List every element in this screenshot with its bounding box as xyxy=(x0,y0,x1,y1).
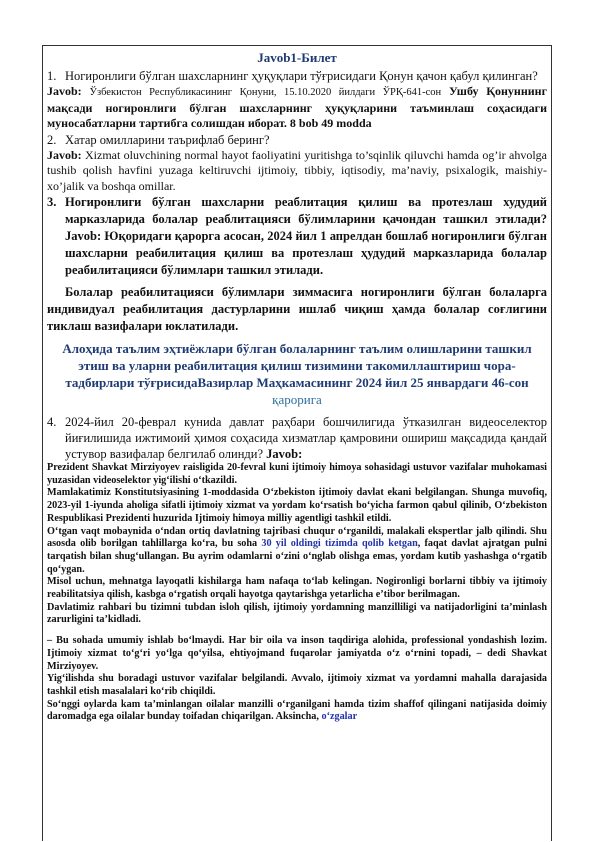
law-reference: Ўзбекистон Республикасининг Қонуни, 15.10.2020 йилдаги ЎРҚ-641-сон xyxy=(89,87,442,98)
body-paragraph-1: Prezident Shavkat Mirziyoyev raisligida 20-fevral kuni ijtimoiy himoya sohasidagi ustuvor vazifalar muhokamasi yuzasidan videoselektor yig‘ilishi o‘tkazildi. xyxy=(47,462,547,486)
question-number: 1. xyxy=(47,69,57,83)
question-number: 2. xyxy=(47,132,57,147)
highlighted-text: o‘zgalar xyxy=(321,711,358,723)
question-2 xyxy=(47,132,547,148)
resolution-heading xyxy=(53,340,541,408)
question-text: Хатар омилларини таърифлаб беринг? xyxy=(65,132,270,147)
answer-label: Javob: xyxy=(266,447,303,461)
body-paragraph-4: Misol uchun, mehnatga layoqatli kishilarga ham nafaqa to‘lab kelingan. Nogironligi borlarni tibbiy va ijtimoiy reabilitatsiya qilish, kasbga o‘rgatish orqali hayotga qaytarishga yetarlicha e’tibor berilmagan. xyxy=(47,576,547,601)
highlighted-text: 30 yil oldingi tizimda qolib ketgan xyxy=(261,538,418,550)
page-title: Javob1-Билет xyxy=(257,50,337,65)
body-paragraph-6: – Bu sohada umumiy ishlab bo‘lmaydi. Har bir oila va inson taqdiriga alohida, professional yondashish lozim. Ijtimoiy xizmat to‘g‘ri yo‘lga qo‘yilsa, ehtiyojmand fuqarolar jamiyatda o‘z o‘rnini topadi, – dedi Shavkat Mirziyoyev. xyxy=(47,635,547,672)
body-paragraph-7: Yig‘ilishda shu boradagi ustuvor vazifalar belgilandi. Avvalo, ijtimoiy xizmat va yordamni mahalla darajasida tashkil etish masalalari ko‘rib chiqildi. xyxy=(47,673,547,697)
resolution-title: Алоҳида таълим эҳтиёжлари бўлган болаларнинг таълим олишларини ташкил этиш ва уларни реабилитация қилиш тизимини такомиллаштириш чора-тадбирлари тўғрисидаВазирлар Маҳкамасининг 2024 йил 25 январдаги 46-сон xyxy=(62,341,532,390)
question-3 xyxy=(47,194,547,279)
question-text: Ногиронлиги бўлган шахсларнинг ҳуқуқлари тўғрисидаги Қонун қачон қабул қилинган? xyxy=(65,69,538,83)
paragraph-gap xyxy=(47,627,547,635)
question-4 xyxy=(47,414,547,462)
answer-2 xyxy=(47,148,547,195)
answer-label: Javob: xyxy=(47,147,82,162)
question-number: 4. xyxy=(47,415,57,429)
document-body xyxy=(47,50,547,724)
body-text: So‘nggi oylarda kam ta’minlangan oilalar manzilli o‘rganilgani hamda tizim shaffof qilingani natijasida doimiy daromadga ega oilalar bunday toifadan chiqarilgan. Aksincha, xyxy=(47,698,547,723)
question-text-wrap xyxy=(65,414,547,462)
question-number: 3. xyxy=(47,195,57,209)
body-paragraph-2: Mamlakatimiz Konstitutsiyasining 1-moddasida O‘zbekiston ijtimoiy davlat ekani belgilangan. Shunga muvofiq, 2023-yil 1-iyunda aholiga sifatli ijtimoiy xizmat va yordam ko‘rsatish bo‘yicha farmon qabul qilinib, O‘zbekiston Respublikasi Prezidenti huzurida Ijtimoiy himoya milliy agentligi tashkil etildi. xyxy=(47,487,547,524)
answer-text: Ушбу Қонуннинг мақсади ногиронлиги бўлган шахсларнинг ҳуқуқларини таъминлаш соҳасидаги муносабатларни тартибга солишдан иборат. 8 bob 49 modda xyxy=(47,84,548,130)
question-text: Ногиронлиги бўлган шахсларни реаблитация қилиш ва протезлаш худудий марказларида болалар реаблитацияси бўлимларини қачондан ташкил этилади? Javob: Юқоридаги қарорга асосан, 2024 йил 1 апрелдан бошлаб ногиронлиги бўлган шахсларни реабилитация қилиш ва протезлаш ҳудудий марказларида болалар реабилитацияси бўлимлари ташкил этилади. xyxy=(65,195,547,277)
resolution-title-tail: қарорига xyxy=(272,392,322,407)
answer-label: Javob: xyxy=(47,84,82,98)
body-text: O‘tgan vaqt mobaynida o‘ndan ortiq davlatning tajribasi chuqur o‘rganildi, malakali ekspertlar jalb qilindi. Shu asosda olib borilgan tahlillarga ko‘ra, bu soha xyxy=(47,525,547,550)
question-1 xyxy=(47,68,547,84)
answer-1 xyxy=(47,84,547,132)
body-paragraph-3 xyxy=(47,526,547,577)
question-text: 2024-йил 20-феврал куниda давлат раҳбари бошчилигида ўтказилган видеоселектор йиғилишида ижтимоий ҳимоя соҳасида хизматлар қамровини ошириш мақсадида қандай устувор вазифалар белгилаб олинди? xyxy=(65,415,547,461)
body-paragraph-8 xyxy=(47,699,547,724)
body-paragraph-5: Davlatimiz rahbari bu tizimni tubdan isloh qilish, ijtimoiy yordamning manzilliligi va natijadorligini ta’minlash zarurligini ta’kidladi. xyxy=(47,601,547,626)
answer-3-paragraph: Болалар реабилитацияси бўлимлари зиммасига ногиронлиги бўлган болаларга индивидуал реабилитация дастурларини ишлаб чиқиш ҳамда болалар соғлигини тиклаш вазифалари юклатилади. xyxy=(47,285,547,333)
answer-text: Xizmat oluvchining normal hayot faoliyatini yuritishga to’sqinlik qiluvchi hamda og’ir ahvolga tushib qolish havfini yuzaga keltiruvchi ijtimoiy, tibbiy, iqtisodiy, ma’naviy, psixalogik, maishiy-xo’jalik va boshqa omillar. xyxy=(47,147,548,193)
body-text: , faqat davlat ajratgan pulni tarqatish bilan shug‘ullangan. Bu ayrim odamlarni o‘zini o‘nglab olishga emas, yordam kutib yashashga o‘rgatib qo‘ygan. xyxy=(47,538,547,575)
